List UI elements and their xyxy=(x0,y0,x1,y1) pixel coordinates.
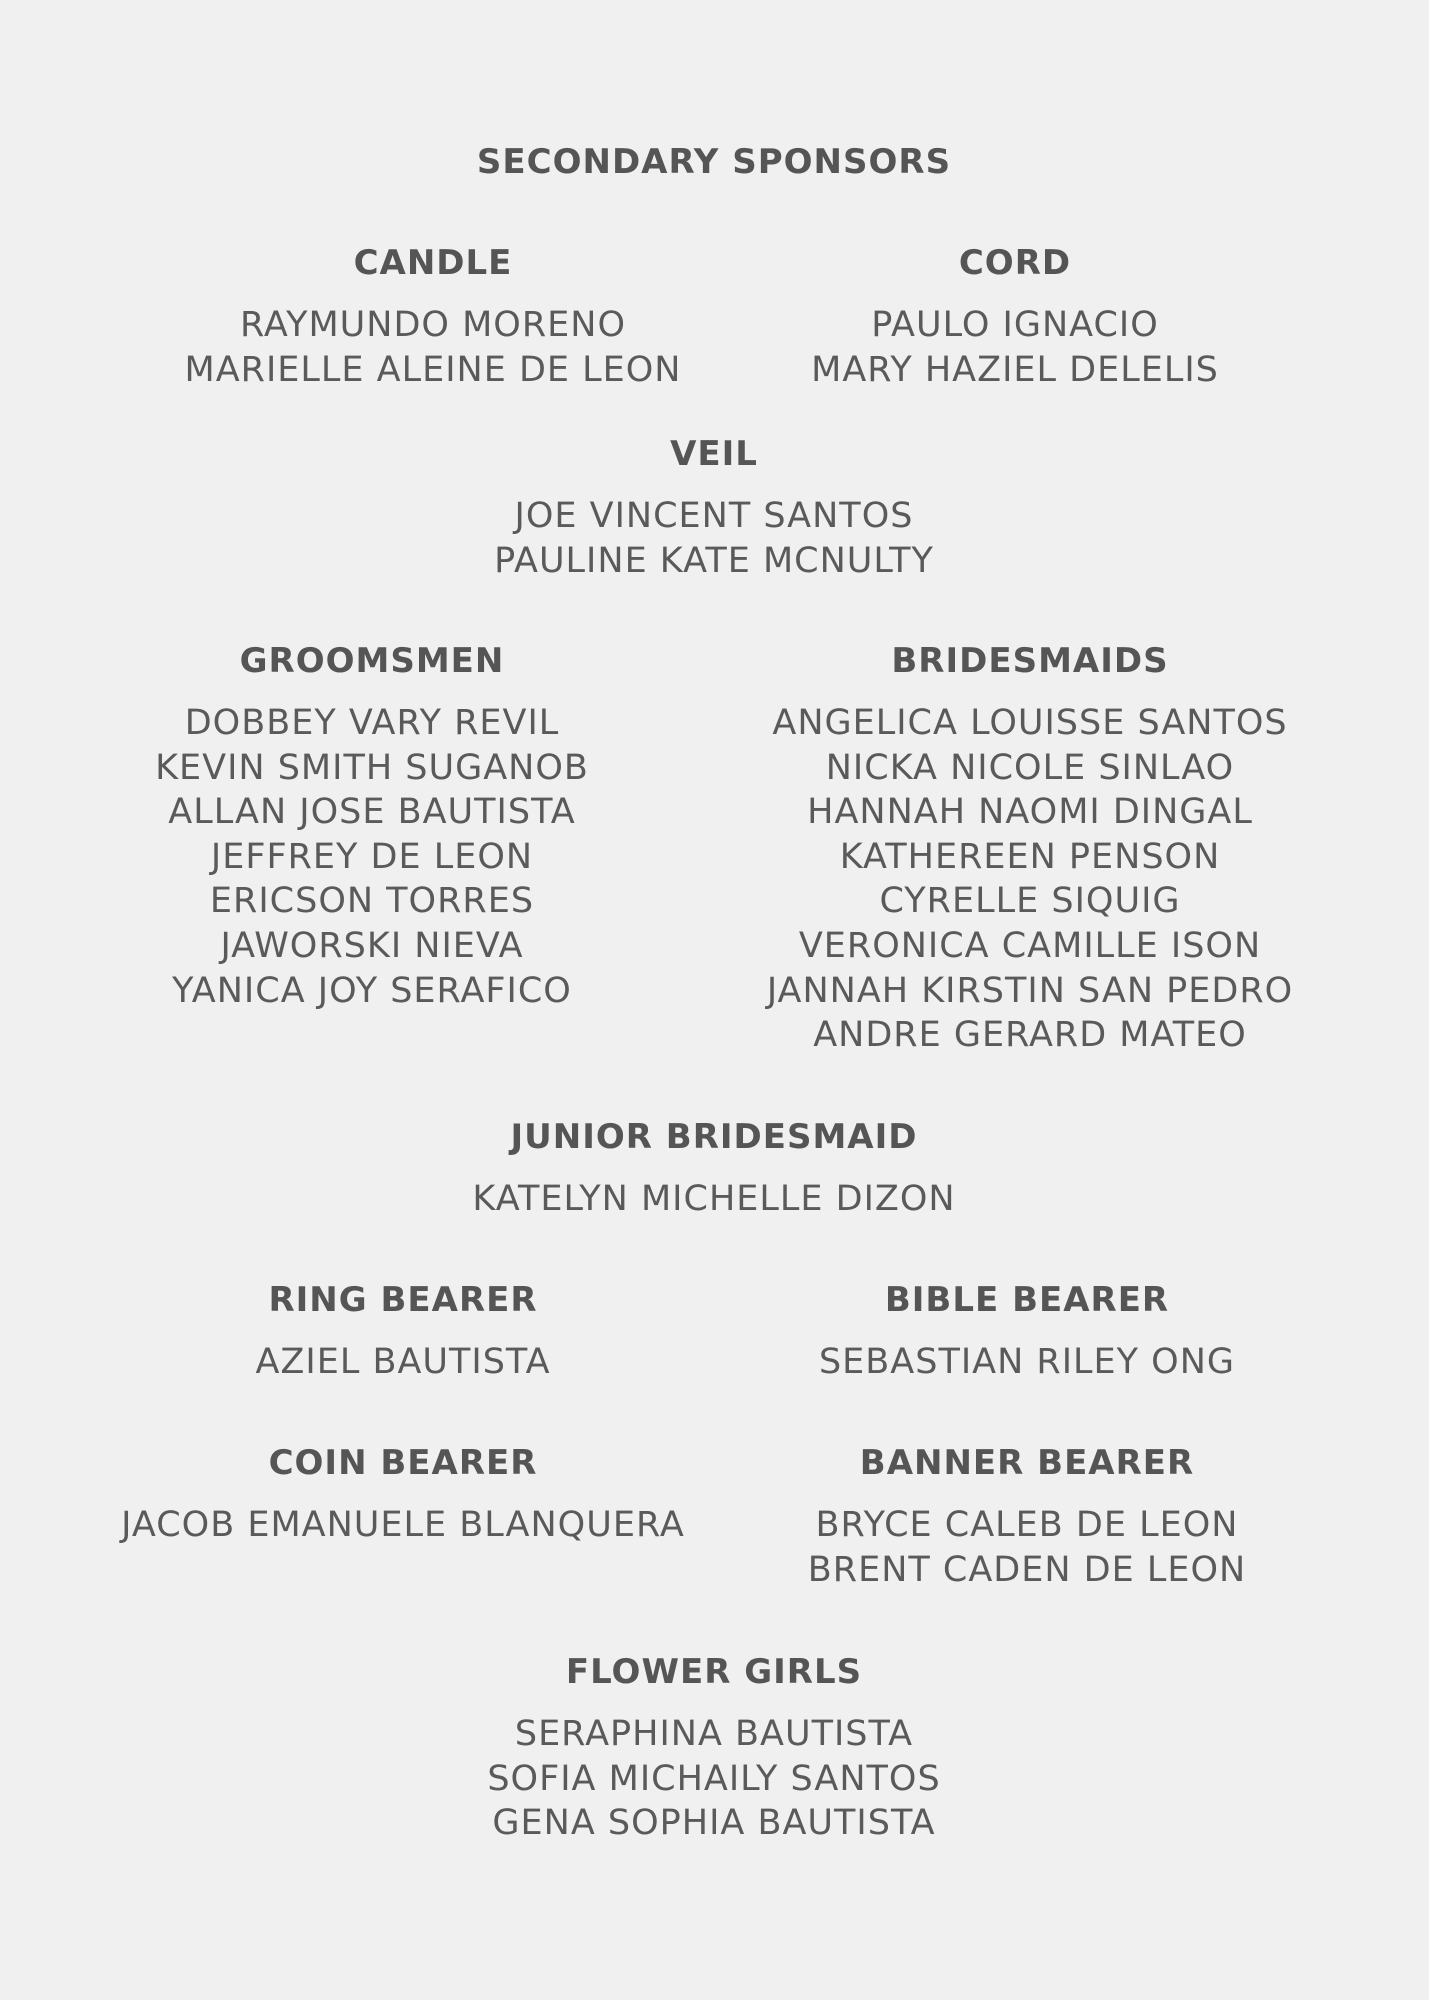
list-item: MARIELLE ALEINE DE LEON xyxy=(184,349,682,390)
list-item: SERAPHINA BAUTISTA xyxy=(514,1714,914,1754)
list-item: CYRELLE SIQUIG xyxy=(879,881,1181,922)
name-list xyxy=(487,1712,940,1846)
name-list xyxy=(811,303,1219,392)
list-item: JAWORSKI NIEVA xyxy=(220,925,524,966)
list-item: KATHEREEN PENSON xyxy=(839,836,1221,877)
name-list xyxy=(767,701,1293,1058)
section-heading: BRIDESMAIDS xyxy=(891,641,1169,681)
list-item: NICKA NICOLE SINLAO xyxy=(825,747,1235,788)
list-item: DOBBEY VARY REVIL xyxy=(184,703,560,743)
name-list xyxy=(808,1503,1246,1592)
name-list xyxy=(155,701,589,1013)
section-heading: FLOWER GIRLS xyxy=(565,1652,863,1692)
list-item: VERONICA CAMILLE ISON xyxy=(798,925,1262,966)
section-heading: COIN BEARER xyxy=(268,1443,538,1483)
section-heading: BIBLE BEARER xyxy=(884,1280,1170,1320)
section-heading: VEIL xyxy=(670,434,758,474)
name-list xyxy=(819,1340,1235,1385)
list-item: GENA SOPHIA BAUTISTA xyxy=(492,1803,936,1844)
section-bridesmaids xyxy=(767,641,1293,1058)
section-heading: CANDLE xyxy=(353,243,513,283)
list-item: HANNAH NAOMI DINGAL xyxy=(807,792,1253,833)
name-list xyxy=(494,494,934,583)
list-item: MARY HAZIEL DELELIS xyxy=(811,349,1219,390)
list-item: YANICA JOY SERAFICO xyxy=(172,970,572,1011)
list-item: SEBASTIAN RILEY ONG xyxy=(818,1342,1236,1382)
section-heading: JUNIOR BRIDESMAID xyxy=(510,1117,918,1157)
section-heading: GROOMSMEN xyxy=(239,641,505,681)
list-item: BRYCE CALEB DE LEON xyxy=(815,1505,1239,1545)
name-list xyxy=(185,303,682,392)
list-item: ALLAN JOSE BAUTISTA xyxy=(168,792,576,833)
section-heading: BANNER BEARER xyxy=(859,1443,1195,1483)
section-ring-bearer xyxy=(255,1280,550,1385)
list-item: PAULINE KATE MCNULTY xyxy=(494,540,934,581)
section-heading: CORD xyxy=(958,243,1072,283)
list-item: PAULO IGNACIO xyxy=(871,305,1159,345)
section-banner-bearer xyxy=(808,1443,1246,1592)
list-item: SOFIA MICHAILY SANTOS xyxy=(487,1758,941,1799)
list-item: JACOB EMANUELE BLANQUERA xyxy=(121,1505,685,1545)
list-item: JEFFREY DE LEON xyxy=(210,836,534,877)
name-list xyxy=(472,1177,955,1222)
section-junior-bridesmaid xyxy=(472,1117,955,1222)
page-title: SECONDARY SPONSORS xyxy=(476,142,952,182)
section-bible-bearer xyxy=(819,1280,1235,1385)
list-item: JOE VINCENT SANTOS xyxy=(514,496,914,536)
section-coin-bearer xyxy=(121,1443,685,1548)
list-item: KEVIN SMITH SUGANOB xyxy=(155,747,589,788)
list-item: RAYMUNDO MORENO xyxy=(239,305,627,345)
list-item: ANGELICA LOUISSE SANTOS xyxy=(772,703,1288,743)
section-flower-girls xyxy=(487,1652,940,1846)
name-list xyxy=(121,1503,685,1548)
section-heading: RING BEARER xyxy=(268,1280,538,1320)
list-item: ERICSON TORRES xyxy=(209,881,535,922)
section-veil xyxy=(494,434,934,583)
list-item: JANNAH KIRSTIN SAN PEDRO xyxy=(766,970,1294,1011)
list-item: BRENT CADEN DE LEON xyxy=(807,1549,1247,1590)
section-groomsmen xyxy=(155,641,589,1013)
section-candle xyxy=(185,243,682,392)
list-item: ANDRE GERARD MATEO xyxy=(813,1015,1247,1056)
list-item: AZIEL BAUTISTA xyxy=(255,1342,551,1382)
list-item: KATELYN MICHELLE DIZON xyxy=(472,1179,956,1219)
name-list xyxy=(255,1340,550,1385)
section-cord xyxy=(811,243,1219,392)
